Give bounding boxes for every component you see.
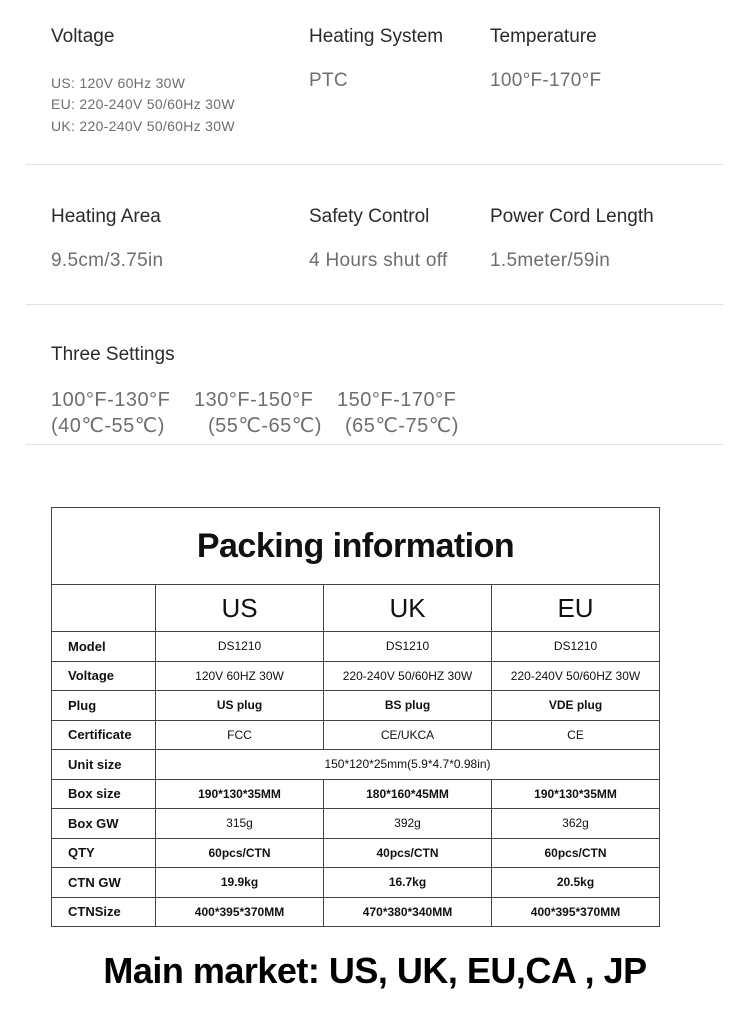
row-label: Model — [52, 632, 156, 662]
divider — [26, 164, 724, 165]
table-cell: US plug — [156, 691, 324, 721]
table-cell: 60pcs/CTN — [156, 838, 324, 868]
table-cell: 190*130*35MM — [156, 779, 324, 809]
setting-3-fahrenheit: 150°F-170°F — [337, 389, 457, 411]
table-cell: 392g — [324, 809, 492, 839]
setting-2 — [194, 387, 322, 439]
table-cell: BS plug — [324, 691, 492, 721]
setting-1 — [51, 387, 170, 439]
row-label: CTN GW — [52, 868, 156, 898]
table-row — [52, 897, 660, 927]
voltage-us: US: 120V 60Hz 30W — [51, 75, 186, 91]
table-cell: 60pcs/CTN — [492, 838, 660, 868]
packing-table — [51, 507, 660, 927]
heating-system-value: PTC — [309, 70, 348, 91]
row-label: Voltage — [52, 661, 156, 691]
table-cell: 400*395*370MM — [156, 897, 324, 927]
heating-system-label: Heating System — [309, 26, 444, 47]
setting-2-fahrenheit: 130°F-150°F — [194, 389, 314, 411]
safety-control-value: 4 Hours shut off — [309, 250, 448, 271]
power-cord-value: 1.5meter/59in — [490, 250, 611, 271]
table-row — [52, 838, 660, 868]
table-cell: 180*160*45MM — [324, 779, 492, 809]
table-cell: 190*130*35MM — [492, 779, 660, 809]
voltage-eu: EU: 220-240V 50/60Hz 30W — [51, 96, 235, 112]
table-cell: 400*395*370MM — [492, 897, 660, 927]
table-cell: 362g — [492, 809, 660, 839]
table-cell: 220-240V 50/60HZ 30W — [324, 661, 492, 691]
table-row — [52, 632, 660, 662]
table-cell: FCC — [156, 720, 324, 750]
row-label: Plug — [52, 691, 156, 721]
row-label: Unit size — [52, 750, 156, 780]
packing-title: Packing information — [52, 508, 660, 585]
setting-3-celsius: (65℃-75℃) — [345, 415, 459, 437]
column-header-eu: EU — [492, 585, 660, 632]
table-row — [52, 720, 660, 750]
table-cell: VDE plug — [492, 691, 660, 721]
table-header-row — [52, 585, 660, 632]
table-cell: 470*380*340MM — [324, 897, 492, 927]
table-cell-merged: 150*120*25mm(5.9*4.7*0.98in) — [156, 750, 660, 780]
table-row — [52, 750, 660, 780]
table-cell: DS1210 — [324, 632, 492, 662]
setting-1-celsius: (40℃-55℃) — [51, 415, 165, 437]
row-label: Box GW — [52, 809, 156, 839]
table-cell: 16.7kg — [324, 868, 492, 898]
temperature-value: 100°F-170°F — [490, 70, 602, 91]
row-label: Box size — [52, 779, 156, 809]
table-row — [52, 868, 660, 898]
table-cell: 220-240V 50/60HZ 30W — [492, 661, 660, 691]
table-row — [52, 779, 660, 809]
table-row — [52, 691, 660, 721]
divider — [26, 304, 724, 305]
table-cell: 40pcs/CTN — [324, 838, 492, 868]
table-cell: 20.5kg — [492, 868, 660, 898]
row-label: QTY — [52, 838, 156, 868]
table-cell: 19.9kg — [156, 868, 324, 898]
table-cell: DS1210 — [492, 632, 660, 662]
voltage-label: Voltage — [51, 26, 115, 47]
column-header-us: US — [156, 585, 324, 632]
table-cell: CE/UKCA — [324, 720, 492, 750]
table-row — [52, 809, 660, 839]
heating-area-value: 9.5cm/3.75in — [51, 250, 164, 271]
voltage-uk: UK: 220-240V 50/60Hz 30W — [51, 118, 235, 134]
table-row — [52, 661, 660, 691]
temperature-label: Temperature — [490, 26, 597, 47]
row-label: Certificate — [52, 720, 156, 750]
table-cell: 315g — [156, 809, 324, 839]
safety-control-label: Safety Control — [309, 206, 430, 227]
divider — [26, 444, 724, 445]
row-label: CTNSize — [52, 897, 156, 927]
heating-area-label: Heating Area — [51, 206, 161, 227]
setting-3 — [337, 387, 459, 439]
table-cell: CE — [492, 720, 660, 750]
table-cell: 120V 60HZ 30W — [156, 661, 324, 691]
setting-2-celsius: (55℃-65℃) — [208, 415, 322, 437]
power-cord-label: Power Cord Length — [490, 206, 654, 227]
table-header-empty — [52, 585, 156, 632]
three-settings-label: Three Settings — [51, 344, 175, 365]
main-market: Main market: US, UK, EU,CA , JP — [103, 950, 647, 991]
column-header-uk: UK — [324, 585, 492, 632]
setting-1-fahrenheit: 100°F-130°F — [51, 389, 171, 411]
table-cell: DS1210 — [156, 632, 324, 662]
